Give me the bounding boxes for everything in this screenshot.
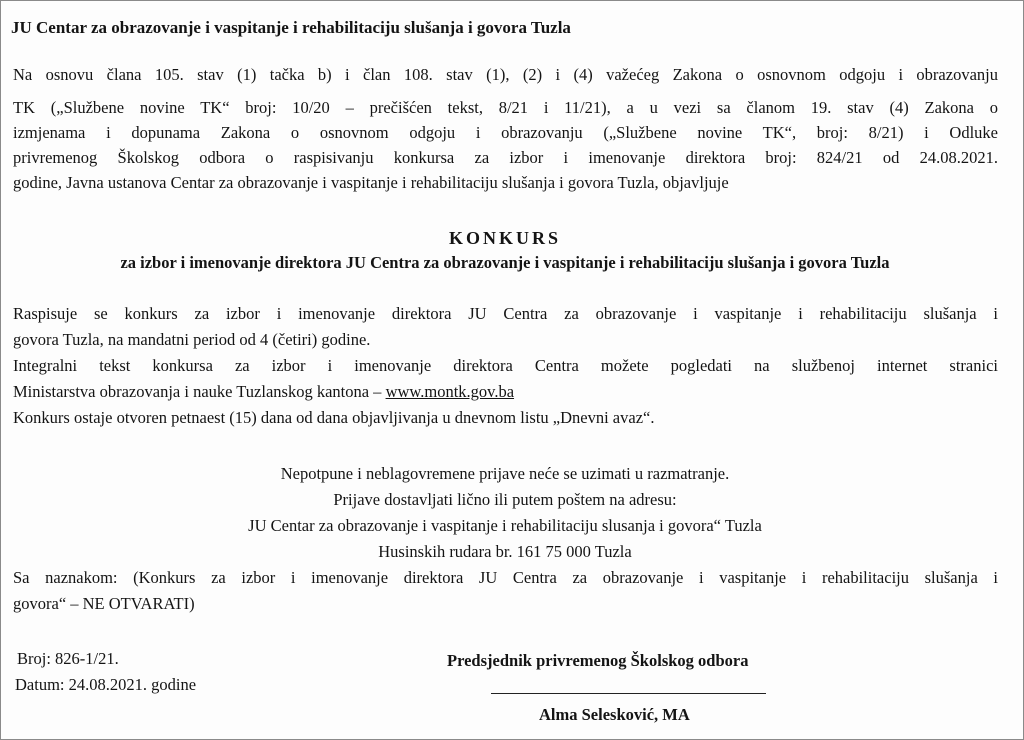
- notice-line-4: Husinskih rudara br. 161 75 000 Tuzla: [378, 542, 632, 561]
- body-line-3: Integralni tekst konkursa za izbor i imenovanje direktora Centra možete pogledati na službenoj internet stranici: [13, 356, 998, 375]
- body-line-2: govora Tuzla, na mandatni period od 4 (četiri) godine.: [13, 330, 371, 349]
- marking-line-2: govora“ – NE OTVARATI): [13, 594, 195, 613]
- notice-line-2: Prijave dostavljati lično ili putem poštem na adresu:: [333, 490, 677, 509]
- signatory-title: Predsjednik privremenog Školskog odbora: [447, 651, 749, 670]
- signature-line: [491, 693, 766, 694]
- intro-line-1: Na osnovu člana 105. stav (1) tačka b) i član 108. stav (1), (2) i (4) važećeg Zakona o osnovnom odgoju i obrazovanju: [13, 65, 998, 84]
- intro-line-4: privremenog Školskog odbora o raspisivanju konkursa za izbor i imenovanje direktora broj: 824/21 od 24.08.2021.: [13, 148, 998, 167]
- intro-line-2: TK („Službene novine TK“ broj: 10/20 – prečišćen tekst, 8/21 i 11/21), a u vezi sa članom 19. stav (4) Zakona o: [13, 98, 998, 117]
- signatory-name: Alma Selesković, MA: [539, 705, 690, 724]
- body-line-4-text: Ministarstva obrazovanja i nauke Tuzlanskog kantona –: [13, 382, 386, 401]
- body-line-5: Konkurs ostaje otvoren petnaest (15) dana od dana objavljivanja u dnevnom listu „Dnevni avaz“.: [13, 408, 655, 427]
- marking-line-1: Sa naznakom: (Konkurs za izbor i imenovanje direktora JU Centra za obrazovanje i vaspitanje i rehabilitaciju slušanja i: [13, 568, 998, 587]
- konkurs-subheading: za izbor i imenovanje direktora JU Centra za obrazovanje i vaspitanje i rehabilitaciju slušanja i govora Tuzla: [120, 253, 890, 272]
- document-number: Broj: 826-1/21.: [17, 649, 119, 668]
- intro-line-5: godine, Javna ustanova Centar za obrazovanje i vaspitanje i rehabilitaciju slušanja i govora Tuzla, objavljuje: [13, 173, 729, 192]
- ministry-website-link[interactable]: www.montk.gov.ba: [385, 382, 515, 401]
- document-title: JU Centar za obrazovanje i vaspitanje i rehabilitaciju slušanja i govora Tuzla: [11, 18, 571, 37]
- konkurs-heading: KONKURS: [448, 228, 561, 248]
- body-line-4: [13, 382, 514, 402]
- document-date: Datum: 24.08.2021. godine: [15, 675, 197, 694]
- notice-line-3: JU Centar za obrazovanje i vaspitanje i rehabilitaciju slusanja i govora“ Tuzla: [248, 516, 762, 535]
- notice-line-1: Nepotpune i neblagovremene prijave neće se uzimati u razmatranje.: [280, 464, 730, 483]
- intro-line-3: izmjenama i dopunama Zakona o osnovnom odgoju i obrazovanju („Službene novine TK“, broj: 8/21) i Odluke: [13, 123, 998, 142]
- body-line-1: Raspisuje se konkurs za izbor i imenovanje direktora JU Centra za obrazovanje i vaspitanje i rehabilitaciju slušanja i: [13, 304, 998, 323]
